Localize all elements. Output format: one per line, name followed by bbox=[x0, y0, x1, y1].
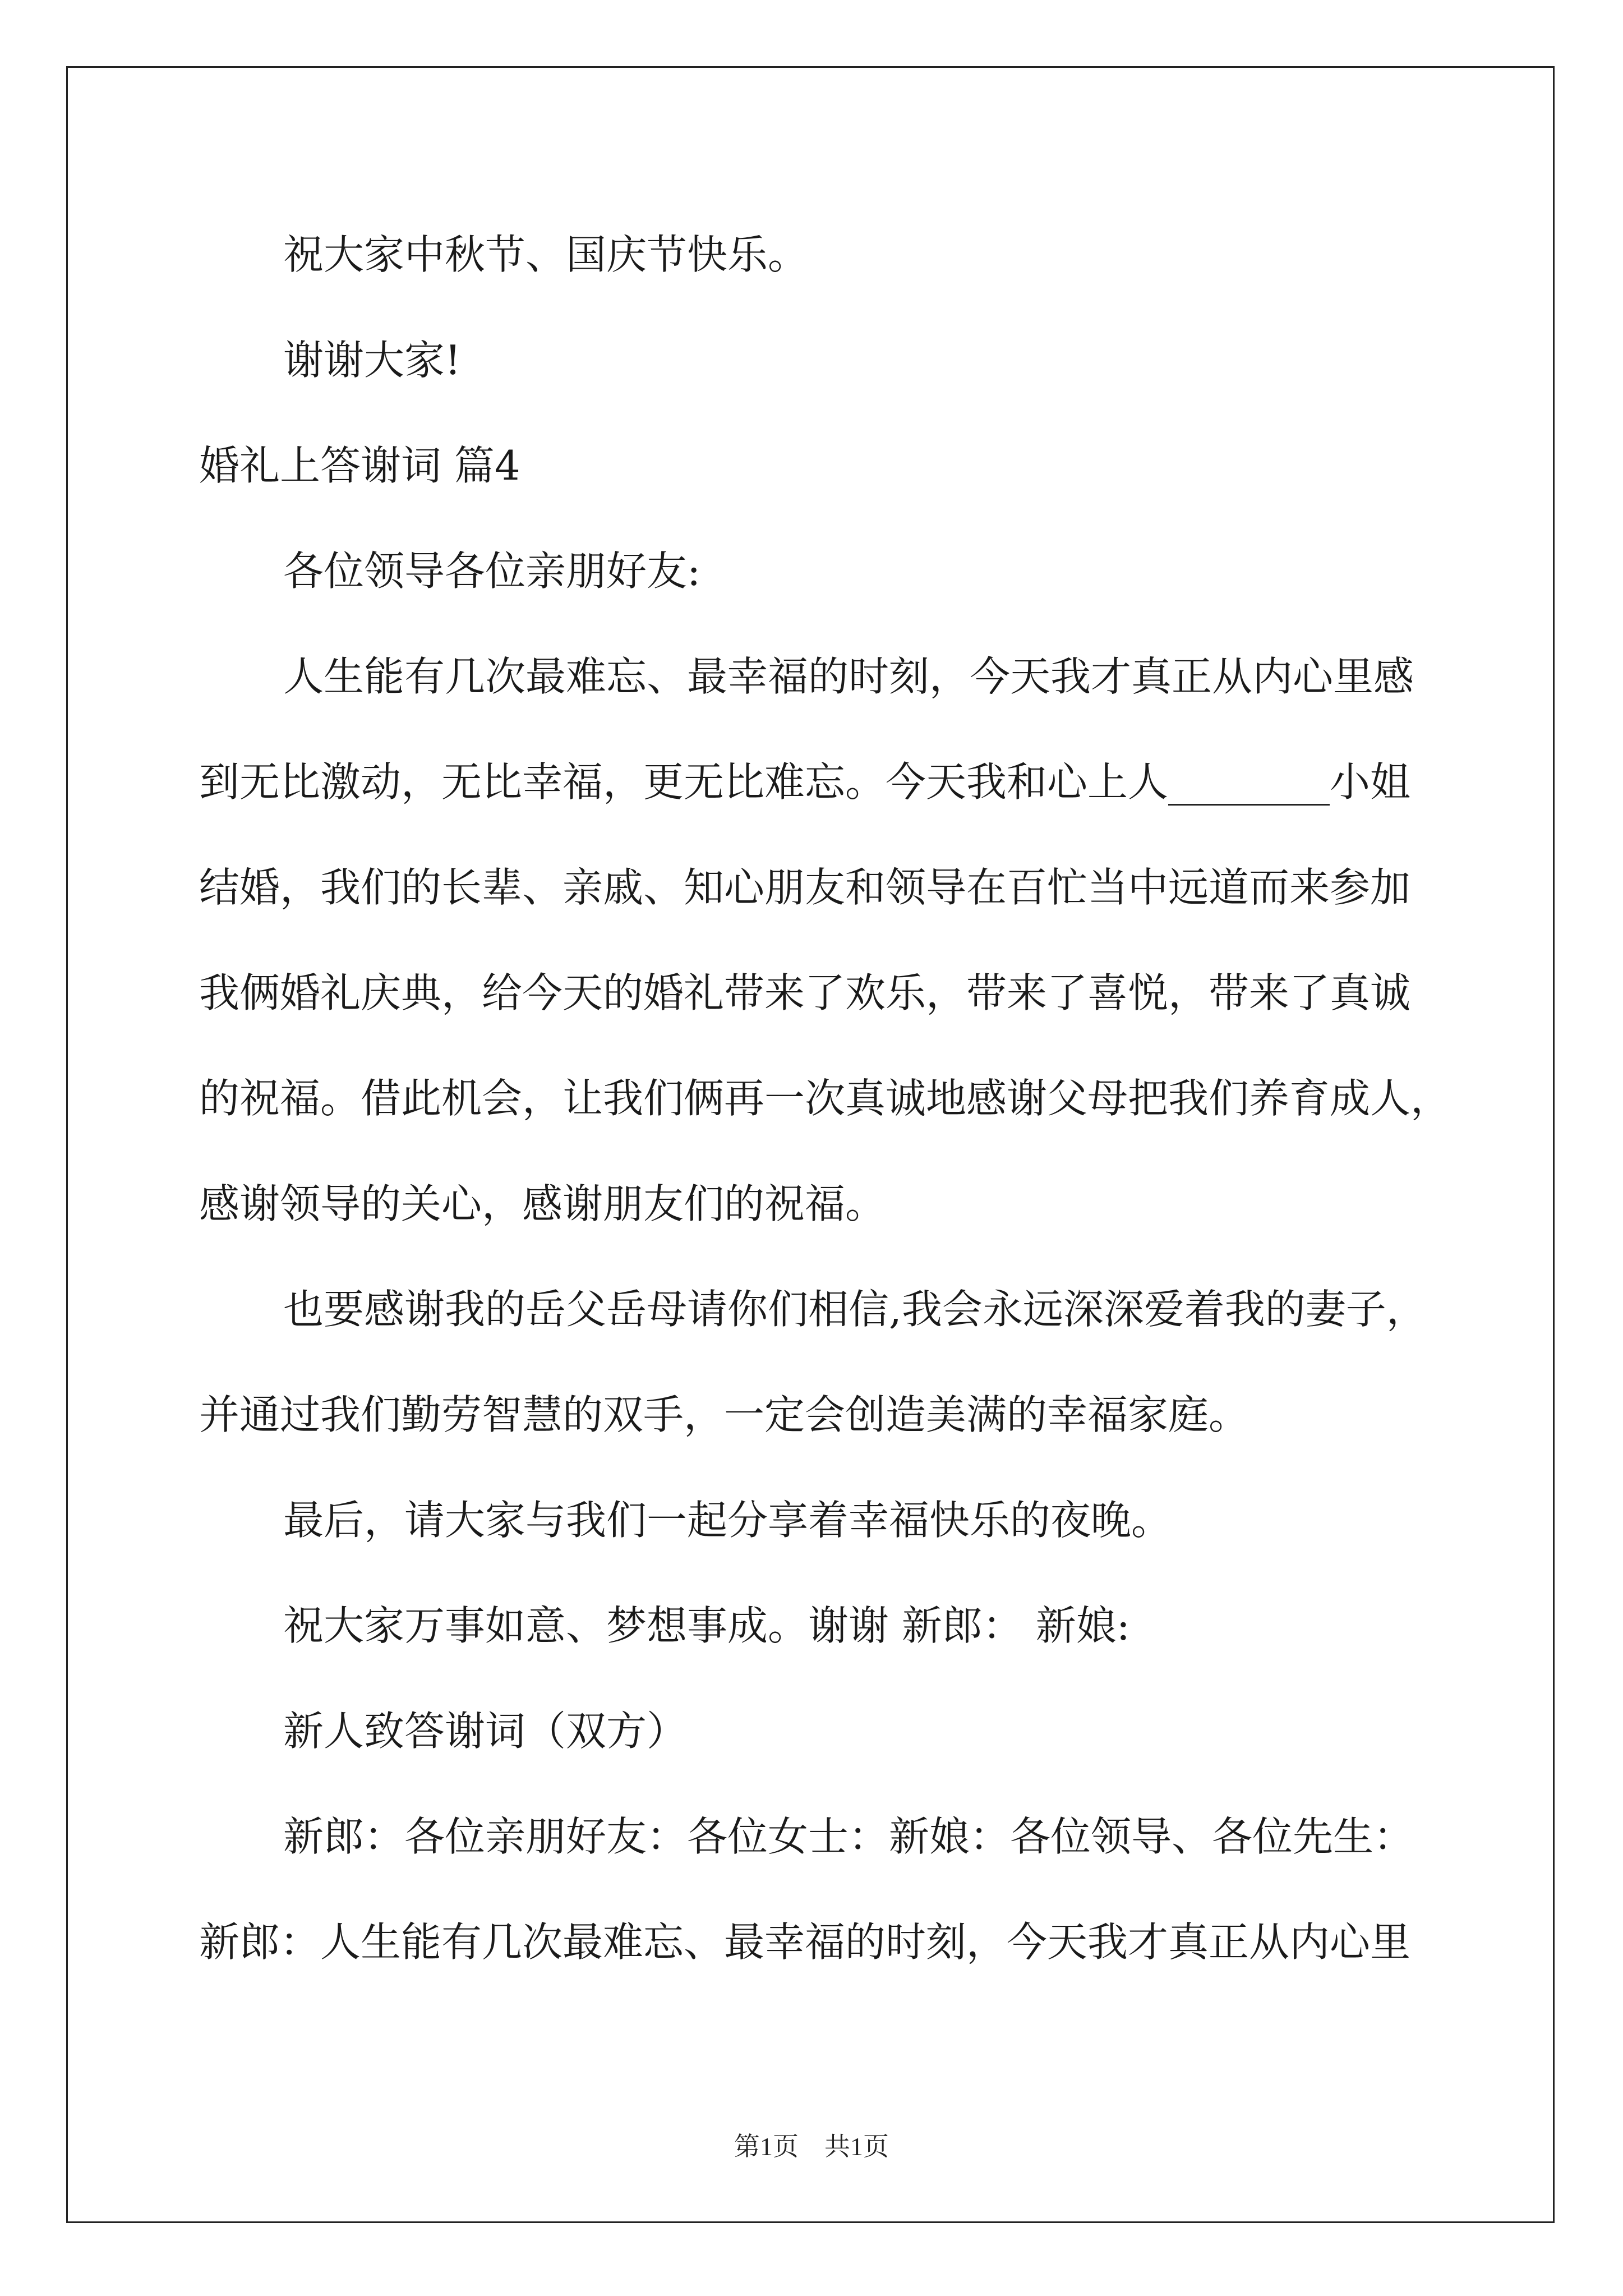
paragraph-line: 的祝福。借此机会，让我们俩再一次真诚地感谢父母把我们养育成人， bbox=[199, 1075, 1451, 1122]
paragraph-line: 人生能有几次最难忘、最幸福的时刻，今天我才真正从内心里感 bbox=[283, 653, 1414, 700]
paragraph-line: 感谢领导的关心，感谢朋友们的祝福。 bbox=[199, 1180, 886, 1227]
paragraph-line: 祝大家万事如意、梦想事成。谢谢 新郎： 新娘: bbox=[283, 1602, 1131, 1649]
paragraph-line: 祝大家中秋节、国庆节快乐。 bbox=[283, 231, 809, 278]
paragraph-line: 新郎：人生能有几次最难忘、最幸福的时刻，今天我才真正从内心里 bbox=[199, 1918, 1411, 1966]
paragraph-line: 新郎：各位亲朋好友：各位女士：新娘：各位领导、各位先生： bbox=[283, 1813, 1414, 1860]
paragraph-line: 并通过我们勤劳智慧的双手，一定会创造美满的幸福家庭。 bbox=[199, 1391, 1249, 1438]
paragraph-line: 各位领导各位亲朋好友: bbox=[283, 547, 701, 595]
page-number-footer: 第1页 共1页 bbox=[734, 2132, 889, 2161]
paragraph-line: 我俩婚礼庆典，给今天的婚礼带来了欢乐，带来了喜悦，带来了真诚 bbox=[199, 969, 1411, 1016]
paragraph-line: 也要感谢我的岳父岳母请你们相信,我会永远深深爱着我的妻子， bbox=[283, 1286, 1427, 1333]
paragraph-line: 到无比激动，无比幸福，更无比难忘。今天我和心上人________小姐 bbox=[199, 758, 1411, 806]
paragraph-line: 谢谢大家! bbox=[283, 337, 461, 384]
section-heading: 婚礼上答谢词 篇4 bbox=[199, 442, 520, 489]
paragraph-line: 新人致答谢词（双方） bbox=[283, 1708, 688, 1755]
paragraph-line: 结婚，我们的长辈、亲戚、知心朋友和领导在百忙当中远道而来参加 bbox=[199, 864, 1411, 911]
paragraph-line: 最后，请大家与我们一起分享着幸福快乐的夜晚。 bbox=[283, 1497, 1172, 1544]
